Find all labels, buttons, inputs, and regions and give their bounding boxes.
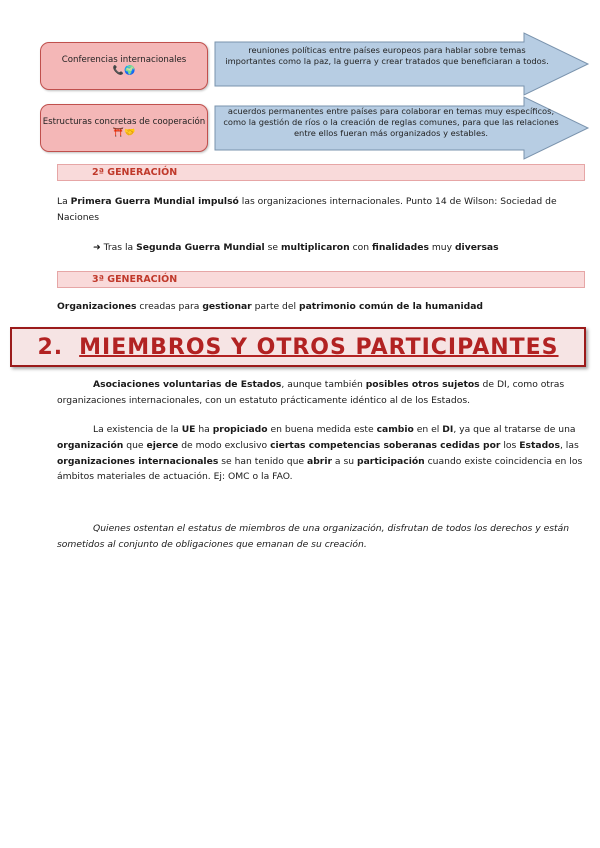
gate-handshake-icon: ⛩️🤝 — [112, 127, 136, 138]
body-paragraph-1: Asociaciones voluntarias de Estados, aunque también posibles otros sujetos de DI, como otras organizaciones internacionales, con un estatuto prácticamente idéntico al de los Estados. — [57, 379, 565, 406]
gen2-heading: 2ª GENERACIÓN — [57, 164, 585, 181]
section-title-text: MIEMBROS Y OTROS PARTICIPANTES — [79, 334, 559, 360]
concept-label: Estructuras concretas de cooperación — [42, 116, 206, 127]
section-title — [10, 327, 586, 367]
gen2-paragraph: La Primera Guerra Mundial impulsó las organizaciones internacionales. Punto 14 de Wilson: Sociedad de Naciones — [57, 196, 557, 223]
concept-box-estructuras — [40, 104, 208, 152]
body-paragraph-3: Quienes ostentan el estatus de miembros de una organización, disfrutan de todos los derechos y están sometidos al conjunto de obligaciones que emanan de su creación. — [57, 523, 570, 550]
section-number: 2. — [37, 334, 64, 360]
phone-globe-icon: 📞🌍 — [112, 65, 136, 76]
arrow-description-2: acuerdos permanentes entre países para colaborar en temas muy específicos, como la gestión de ríos o la creación de reglas comunes, para que las relaciones entre ellos fueran más organizados y estables. — [223, 106, 559, 139]
arrow-description-1: reuniones políticas entre países europeos para hablar sobre temas importantes como la paz, la guerra y crear tratados que beneficiaran a todos. — [225, 45, 549, 67]
gen2-bullet: ➜ Tras la Segunda Guerra Mundial se multiplicaron con finalidades muy diversas — [93, 242, 499, 253]
concept-box-conferencias — [40, 42, 208, 90]
body-paragraph-2: La existencia de la UE ha propiciado en buena medida este cambio en el DI, ya que al tratarse de una organización que ejerce de modo exclusivo ciertas competencias soberanas cedidas por los Estados, las organizaciones internacionales se han tenido que abrir a su participación cuando existe coincidencia en los ámbitos materiales de actuación. Ej: OMC o la FAO. — [57, 424, 583, 483]
concept-label: Conferencias internacionales — [61, 54, 187, 65]
gen3-heading: 3ª GENERACIÓN — [57, 271, 585, 288]
gen3-paragraph: Organizaciones creadas para gestionar parte del patrimonio común de la humanidad — [57, 301, 484, 312]
